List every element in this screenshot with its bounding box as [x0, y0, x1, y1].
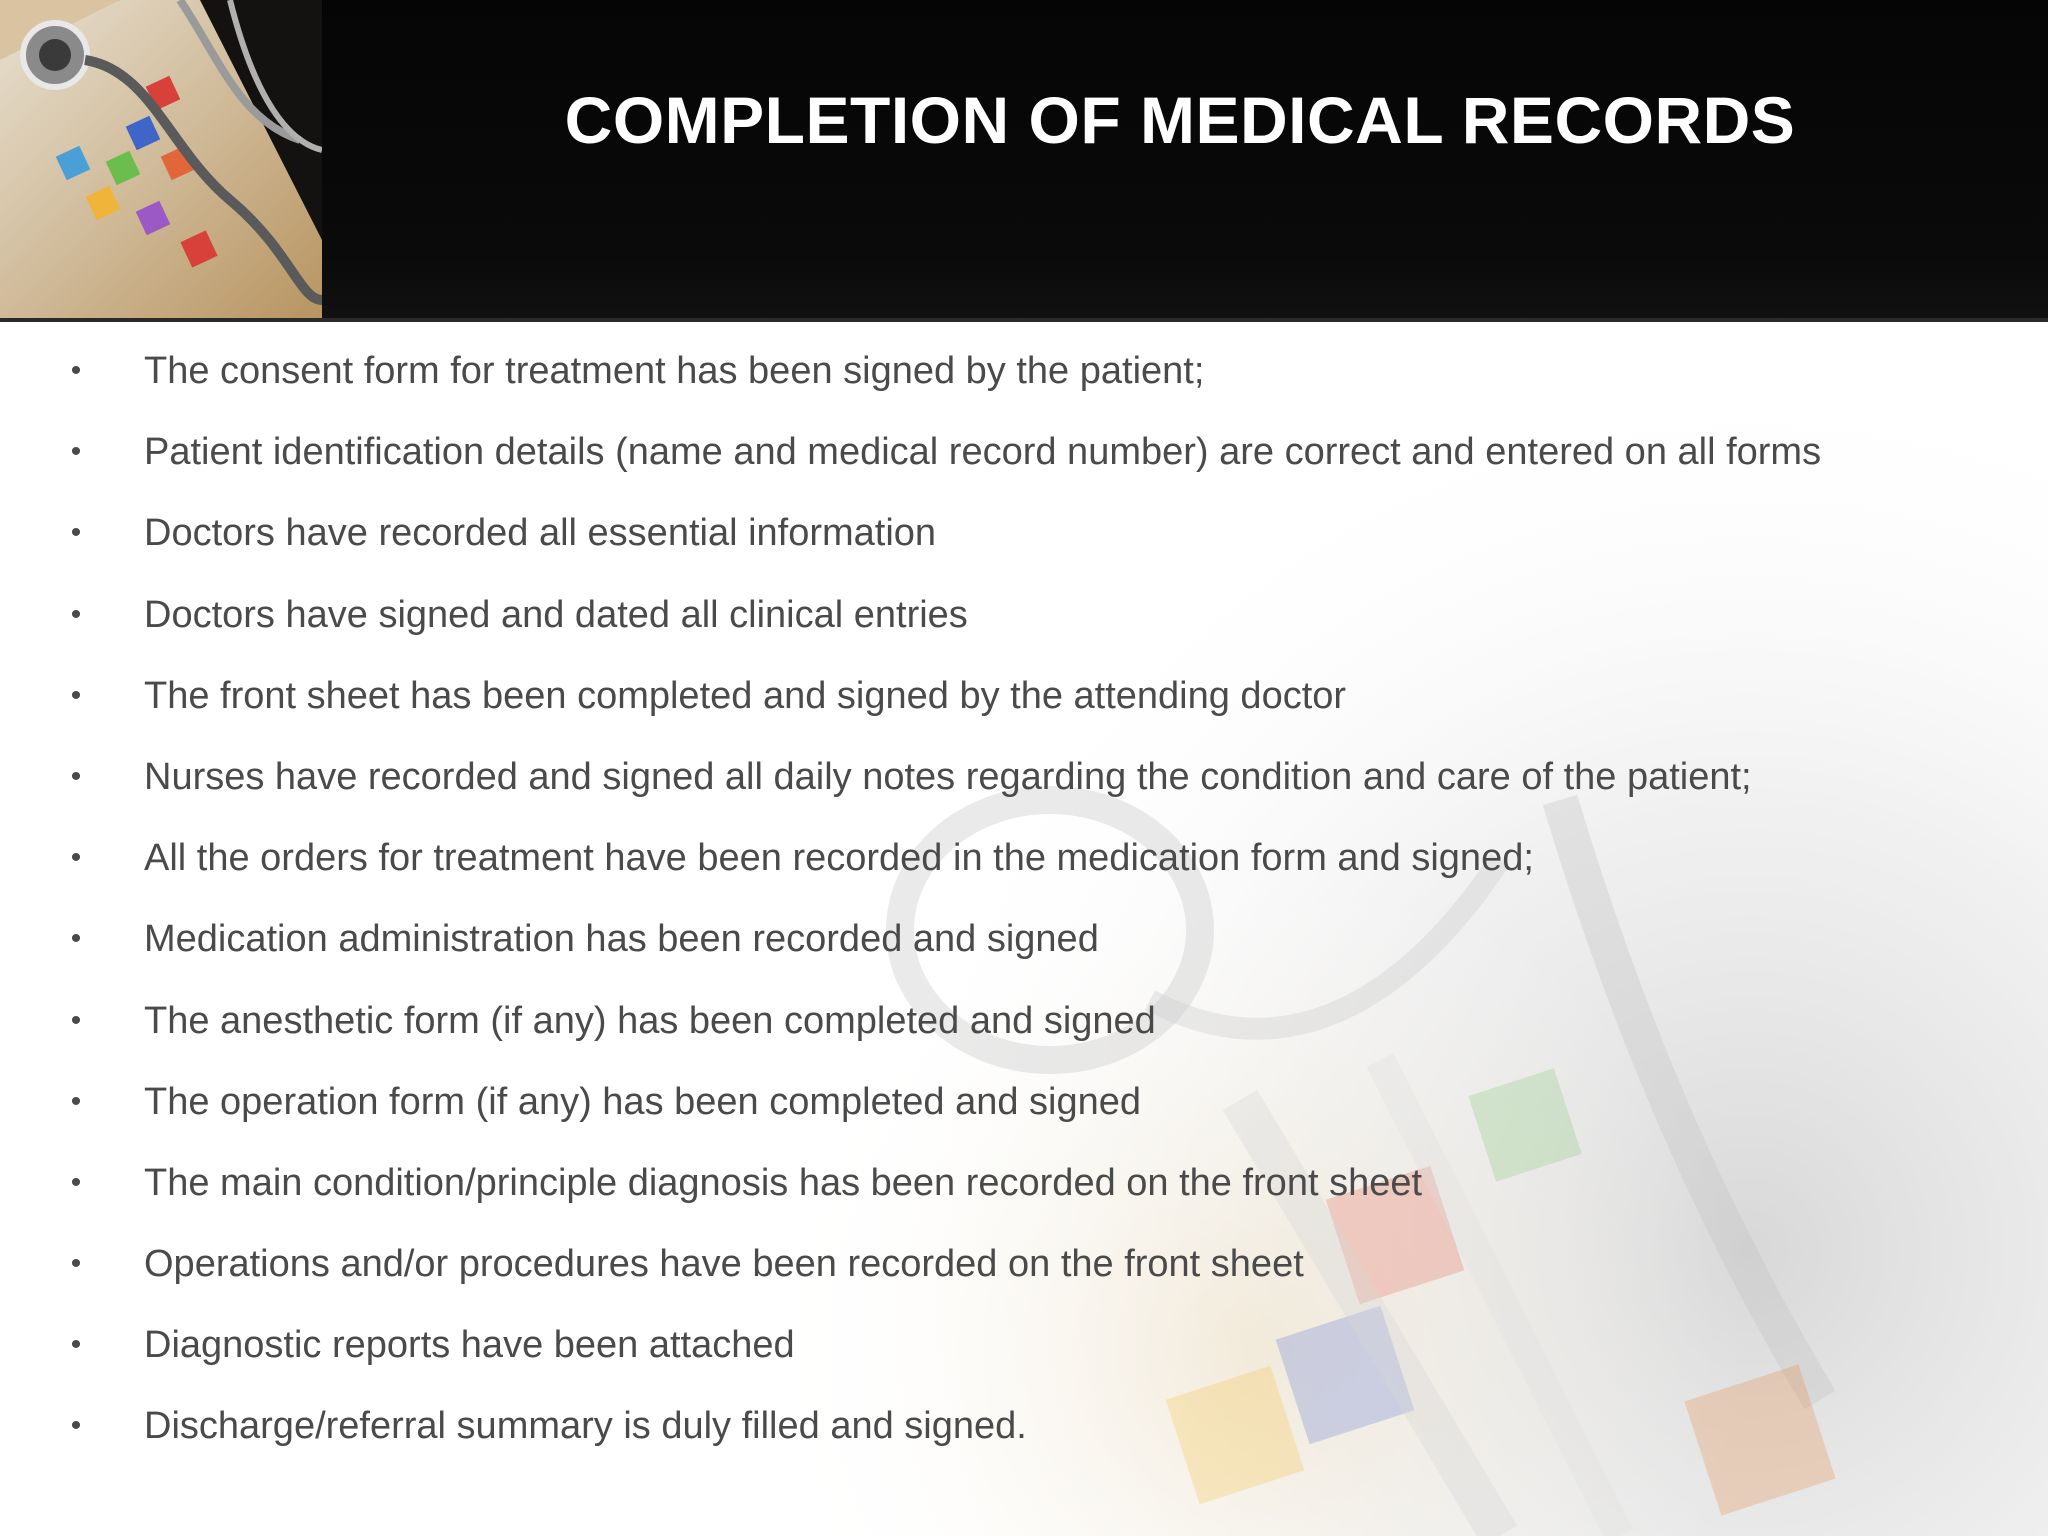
list-item — [0, 1234, 2048, 1315]
list-item — [0, 422, 2048, 503]
bullet-icon: • — [70, 922, 82, 956]
list-item — [0, 666, 2048, 747]
bullet-icon: • — [70, 1003, 82, 1037]
list-item — [0, 1072, 2048, 1153]
checklist — [0, 341, 2048, 1478]
bullet-icon: • — [70, 759, 82, 793]
bullet-icon: • — [70, 1409, 82, 1443]
list-item-text: Operations and/or procedures have been recorded on the front sheet — [144, 1243, 1304, 1286]
list-item-text: Patient identification details (name and medical record number) are correct and entered on all forms — [144, 431, 1822, 474]
list-item-text: Nurses have recorded and signed all daily notes regarding the condition and care of the patient; — [144, 755, 1752, 798]
bullet-icon: • — [70, 678, 82, 712]
bullet-icon: • — [70, 1165, 82, 1199]
list-item-text: The consent form for treatment has been signed by the patient; — [144, 350, 1205, 392]
list-item — [0, 747, 2048, 828]
list-item-text: All the orders for treatment have been recorded in the medication form and signed; — [144, 837, 1534, 880]
bullet-icon: • — [70, 1328, 82, 1362]
list-item — [0, 1153, 2048, 1234]
list-item — [0, 909, 2048, 990]
bullet-icon: • — [70, 597, 82, 631]
bullet-icon: • — [70, 841, 82, 875]
bullet-icon: • — [70, 1247, 82, 1281]
list-item — [0, 991, 2048, 1072]
list-item-text: The front sheet has been completed and signed by the attending doctor — [144, 674, 1347, 717]
list-item — [0, 585, 2048, 666]
header-divider — [0, 318, 2048, 322]
bullet-icon: • — [70, 1084, 82, 1118]
bullet-icon: • — [70, 516, 82, 550]
bullet-icon: • — [70, 354, 82, 387]
list-item — [0, 1396, 2048, 1477]
bullet-icon: • — [70, 435, 82, 469]
slide-title: COMPLETION OF MEDICAL RECORDS — [564, 83, 1796, 157]
list-item — [0, 828, 2048, 909]
list-item-text: The anesthetic form (if any) has been completed and signed — [144, 999, 1156, 1042]
list-item-text: Diagnostic reports have been attached — [144, 1324, 795, 1367]
list-item — [0, 1315, 2048, 1396]
title-bar — [0, 0, 2048, 322]
stethoscope-files-image — [0, 0, 322, 320]
list-item — [0, 341, 2048, 422]
list-item-text: The operation form (if any) has been completed and signed — [144, 1080, 1142, 1123]
list-item-text: Medication administration has been recorded and signed — [144, 918, 1099, 961]
list-item-text: Discharge/referral summary is duly filled and signed. — [144, 1405, 1027, 1448]
list-item-text: The main condition/principle diagnosis has been recorded on the front sheet — [144, 1161, 1423, 1204]
list-item-text: Doctors have recorded all essential information — [144, 512, 937, 555]
list-item — [0, 503, 2048, 584]
list-item-text: Doctors have signed and dated all clinical entries — [144, 593, 968, 636]
